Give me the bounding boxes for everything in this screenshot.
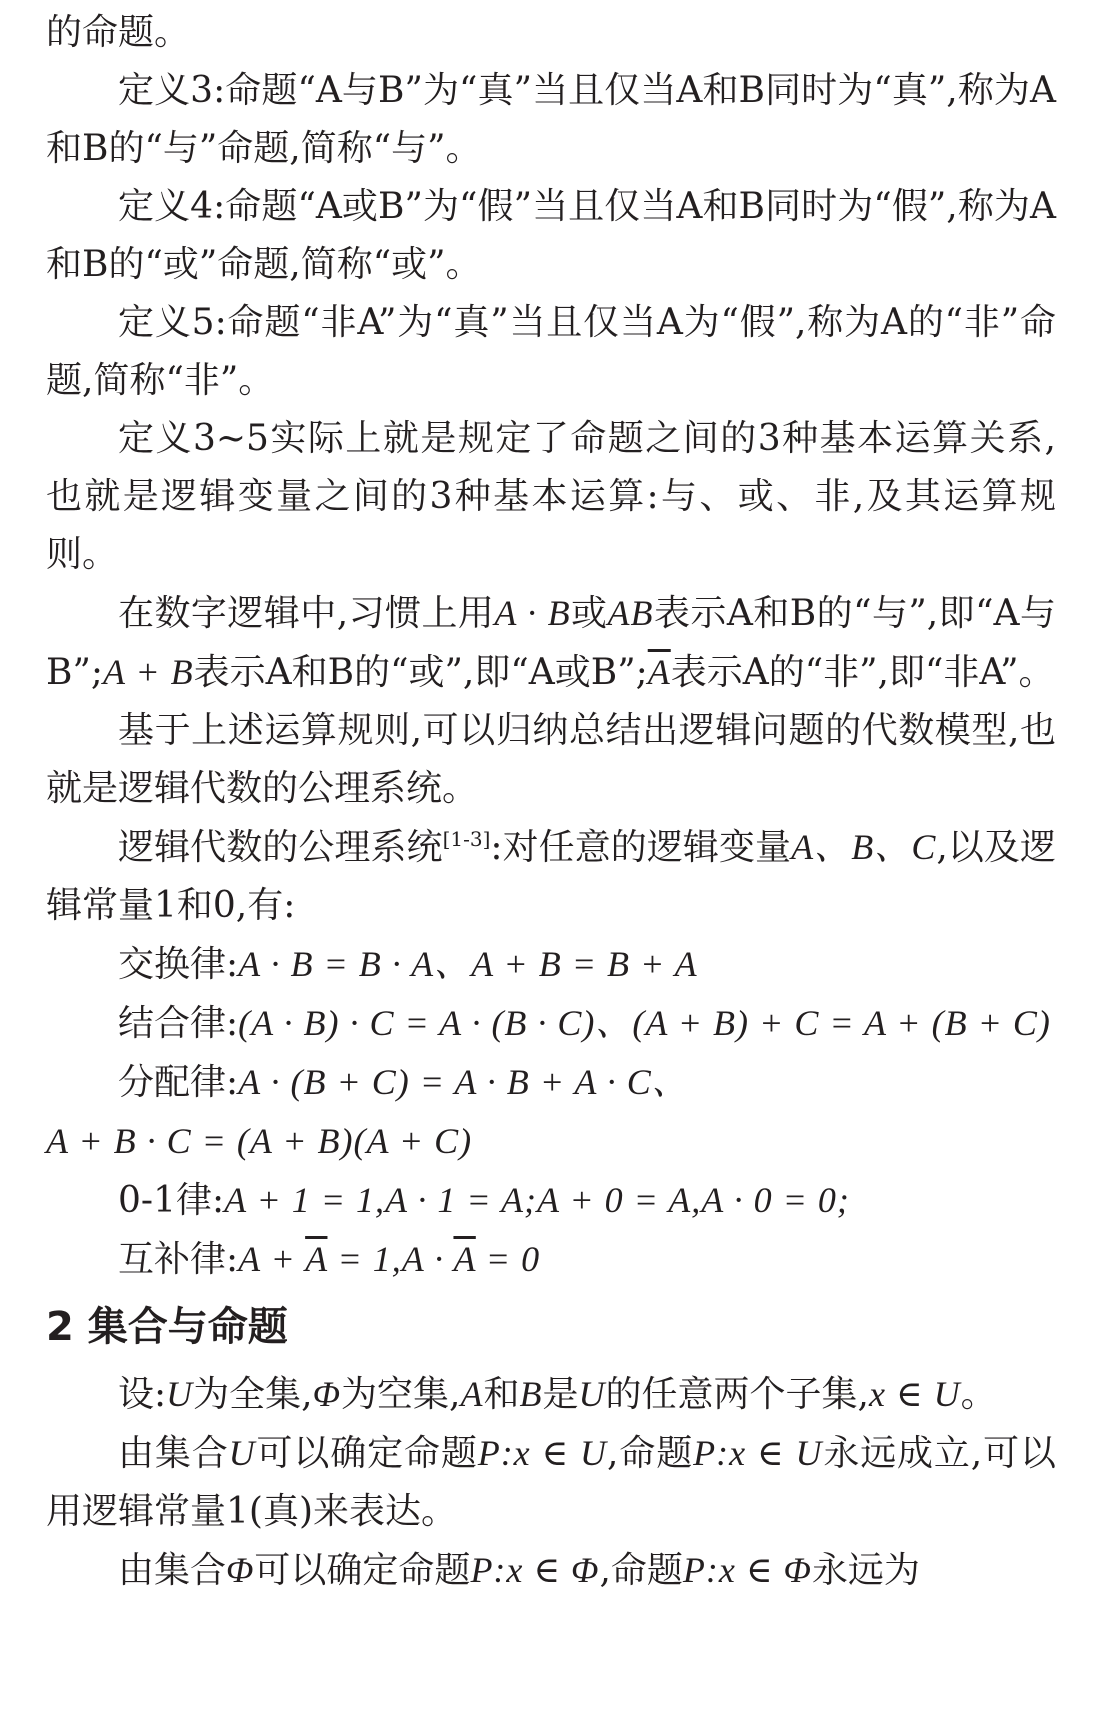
distributive-label: 分配律:	[118, 1062, 239, 1103]
algebra-model-paragraph: 基于上述运算规则,可以归纳总结出逻辑问题的代数模型,也就是逻辑代数的公理系统。	[46, 710, 1056, 809]
notation-paragraph	[46, 584, 1056, 702]
u-proposition-2: P:x ∈ U	[693, 1433, 823, 1473]
set-a-symbol: A	[460, 1374, 484, 1414]
u-proposition-1: P:x ∈ U	[477, 1433, 608, 1473]
complement-not-a-2: $\overline{A}$	[453, 1239, 476, 1279]
axiom-text-3: ,以及逻辑常量1和0,有:	[46, 827, 1056, 926]
u-text-4: 永远成立,可以用逻辑常量1(真)来表达。	[46, 1433, 1056, 1532]
distributive-law	[46, 1053, 1056, 1112]
zero-one-label: 0-1律:	[118, 1180, 225, 1221]
set-text-7: 。	[960, 1374, 997, 1415]
paper-page	[46, 0, 1056, 1600]
complement-not-a-1: $\overline{A}$	[305, 1239, 328, 1279]
empty-set-proposition	[46, 1541, 1056, 1600]
and-expression: A · B	[494, 593, 571, 633]
notation-text-3: 表示A和B的“与”,即“A与B”;	[46, 593, 1056, 693]
u-text-3: ,命题	[607, 1433, 694, 1474]
and-short-expression: AB	[607, 593, 654, 633]
associative-expression: (A · B) · C = A · (B · C)、(A + B) + C = A + (B + C)	[238, 1003, 1051, 1043]
associative-law	[46, 994, 1056, 1053]
distributive-expression-2: A + B · C = (A + B)(A + C)	[46, 1121, 473, 1161]
set-definition-paragraph	[46, 1365, 1056, 1424]
phi-text-2: 可以确定命题	[254, 1550, 471, 1591]
section-2-heading: 2 集合与命题	[46, 1304, 288, 1350]
commutative-law	[46, 935, 1056, 994]
universal-set-symbol-2: U	[578, 1374, 606, 1414]
u-symbol: U	[228, 1433, 256, 1473]
zero-one-law	[46, 1171, 1056, 1230]
phi-proposition-2: P:x ∈ Φ	[682, 1550, 812, 1590]
paragraph-continuation: 的命题。	[46, 12, 191, 53]
set-text-2: 为全集,	[193, 1374, 313, 1415]
or-expression: A + B	[103, 652, 194, 692]
complement-expression-a: A +	[238, 1239, 306, 1279]
notation-text-5: 表示A的“非”,即“非A”。	[670, 652, 1055, 693]
universal-set-symbol: U	[166, 1374, 194, 1414]
set-text-3: 为空集,	[341, 1374, 461, 1415]
zero-one-expression: A + 1 = 1,A · 1 = A;A + 0 = A,A · 0 = 0;	[224, 1180, 850, 1220]
membership-expression: x ∈ U	[868, 1374, 961, 1414]
not-expression: $\overline{A}$	[647, 652, 671, 692]
complement-expression-c: = 0	[475, 1239, 541, 1279]
phi-symbol: Φ	[226, 1550, 255, 1590]
u-text-2: 可以确定命题	[255, 1433, 478, 1474]
definition-3: 定义3:命题“A与B”为“真”当且仅当A和B同时为“真”,称为A和B的“与”命题,简称“与”。	[46, 70, 1056, 169]
axiom-text-1: 逻辑代数的公理系统	[118, 827, 443, 868]
associative-label: 结合律:	[118, 1003, 239, 1044]
distributive-expression-1: A · (B + C) = A · B + A · C、	[238, 1062, 689, 1102]
definition-4: 定义4:命题“A或B”为“假”当且仅当A和B同时为“假”,称为A和B的“或”命题,简称“或”。	[46, 186, 1056, 285]
complement-law	[46, 1230, 1056, 1289]
commutative-label: 交换律:	[118, 944, 239, 985]
phi-text-4: 永远为	[811, 1550, 920, 1591]
u-text-1: 由集合	[118, 1433, 229, 1474]
definition-summary: 定义3~5实际上就是规定了命题之间的3种基本运算关系,也就是逻辑变量之间的3种基本运算:与、或、非,及其运算规则。	[46, 418, 1056, 575]
complement-label: 互补律:	[118, 1239, 239, 1280]
set-text-4: 和	[483, 1374, 520, 1415]
variables-expression: A、B、C	[791, 827, 937, 867]
phi-text-1: 由集合	[118, 1550, 227, 1591]
citation-ref[interactable]: [1-3]	[442, 827, 491, 851]
commutative-expression: A · B = B · A、A + B = B + A	[238, 944, 698, 984]
set-b-symbol: B	[519, 1374, 543, 1414]
notation-text-1: 在数字逻辑中,习惯上用	[118, 593, 495, 634]
phi-proposition-1: P:x ∈ Φ	[470, 1550, 600, 1590]
notation-text-2: 或	[570, 593, 608, 634]
complement-expression-b: = 1,A ·	[327, 1239, 454, 1279]
set-text-6: 的任意两个子集,	[605, 1374, 869, 1415]
axiom-text-2: :对任意的逻辑变量	[490, 827, 792, 868]
universal-set-proposition	[46, 1424, 1056, 1541]
distributive-law-line-2	[46, 1112, 1056, 1171]
set-text-1: 设:	[118, 1374, 167, 1415]
set-text-5: 是	[542, 1374, 579, 1415]
phi-text-3: ,命题	[599, 1550, 683, 1591]
empty-set-symbol: Φ	[312, 1374, 341, 1414]
axiom-system-paragraph	[46, 818, 1056, 935]
notation-text-4: 表示A和B的“或”,即“A或B”;	[193, 652, 648, 693]
definition-5: 定义5:命题“非A”为“真”当且仅当A为“假”,称为A的“非”命题,简称“非”。	[46, 302, 1056, 401]
